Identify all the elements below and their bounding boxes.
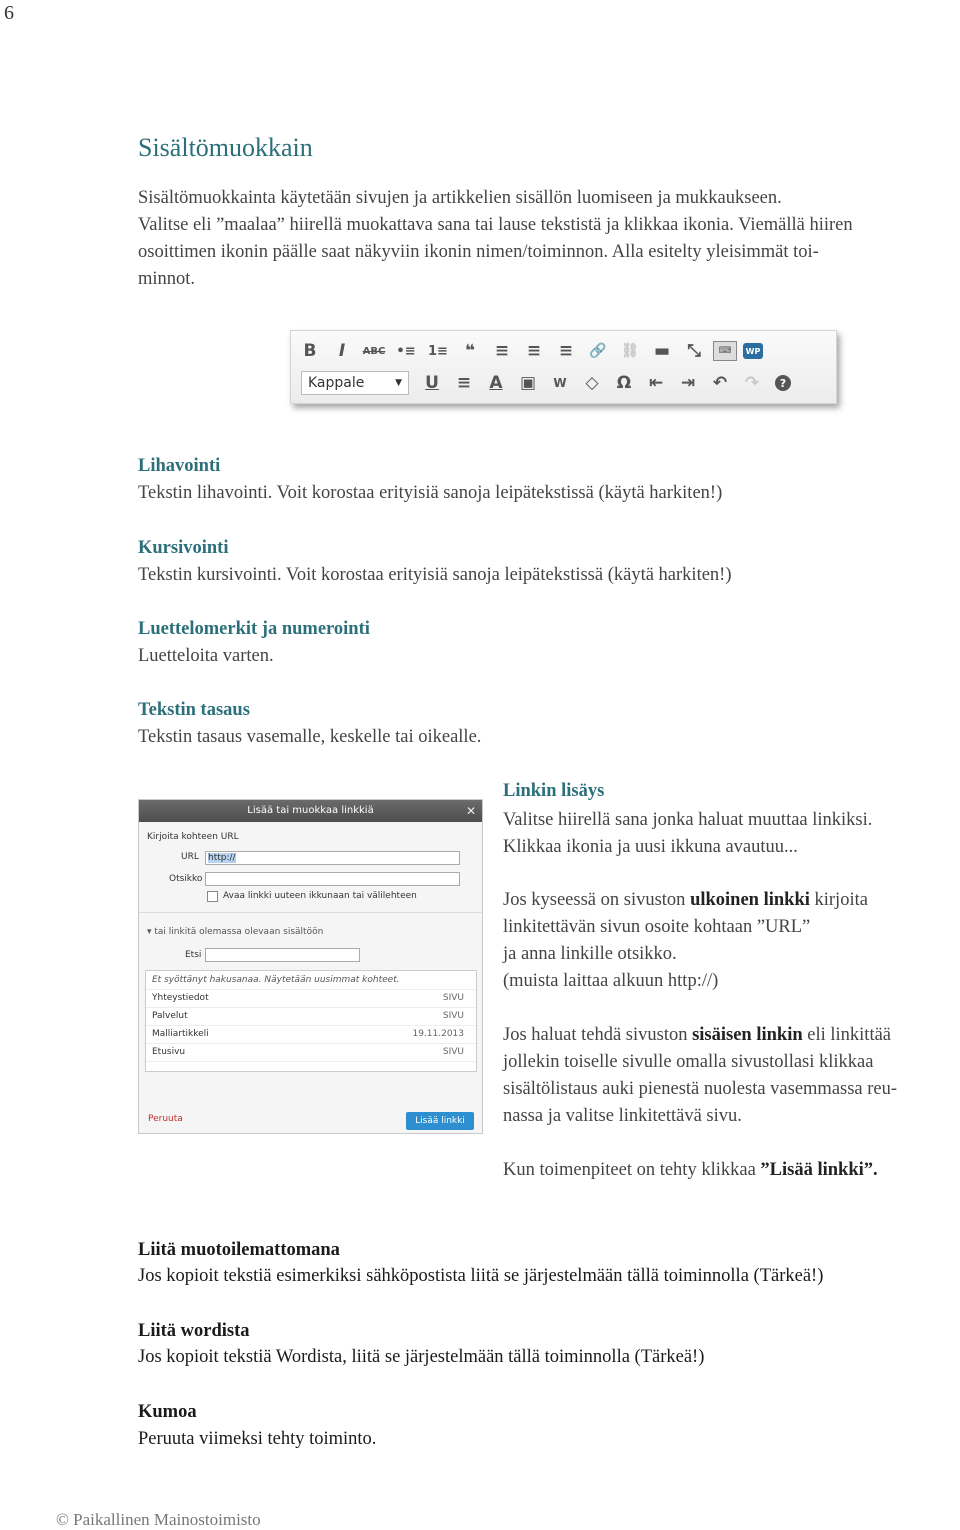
- intro-paragraph: [138, 185, 853, 293]
- block-text: Peruuta viimeksi tehty toiminto.: [138, 1429, 377, 1449]
- list-item-name: Malliartikkeli: [152, 1029, 209, 1039]
- link-paragraph-2: [503, 887, 868, 995]
- underline-icon[interactable]: U: [425, 373, 439, 393]
- new-window-label: Avaa linkki uuteen ikkunaan tai välilehteen: [223, 891, 417, 901]
- numbered-list-icon[interactable]: 1≡: [428, 343, 448, 359]
- section-heading: Lihavointi: [138, 456, 221, 476]
- bold-icon[interactable]: B: [303, 341, 317, 361]
- section-text: Tekstin tasaus vasemalle, keskelle tai oikealle.: [138, 727, 482, 747]
- emphasis: ”Lisää linkki”.: [760, 1160, 878, 1180]
- block-text: Jos kopioit tekstiä Wordista, liitä se järjestelmään tällä toiminnolla (Tärkeä!): [138, 1347, 705, 1367]
- format-select-value: Kappale: [308, 375, 365, 391]
- link-paragraph-4: [503, 1157, 878, 1184]
- blockquote-icon[interactable]: ❝: [465, 341, 475, 361]
- text-span: eli linkittää: [802, 1025, 892, 1045]
- text-line: linkitettävän sivun osoite kohtaan ”URL”: [503, 917, 811, 937]
- unlink-icon[interactable]: ⛓: [621, 343, 639, 359]
- link-dialog: [138, 799, 483, 1134]
- text-line: jollekin toiselle sivulle omalla sivustollasi klikkaa: [503, 1052, 874, 1072]
- new-window-checkbox[interactable]: [207, 891, 218, 902]
- redo-icon[interactable]: ↷: [744, 373, 760, 393]
- section-text: Tekstin kursivointi. Voit korostaa erityisiä sanoja leipätekstissä (käytä harkiten!): [138, 565, 732, 585]
- kitchen-sink-icon[interactable]: ⌨: [713, 341, 737, 361]
- emphasis: sisäisen linkin: [692, 1025, 803, 1045]
- list-item[interactable]: [146, 1043, 476, 1062]
- link-section-heading: Linkin lisäys: [503, 781, 605, 801]
- divider: [139, 912, 482, 913]
- list-item-info: SIVU: [442, 993, 464, 1003]
- italic-icon[interactable]: I: [338, 341, 346, 361]
- fullscreen-icon[interactable]: ⤡: [687, 341, 701, 361]
- text-span: Jos haluat tehdä sivuston: [503, 1025, 693, 1045]
- url-value: http://: [208, 853, 236, 863]
- emphasis: ulkoinen linkki: [690, 890, 810, 910]
- dialog-title-text: Lisää tai muokkaa linkkiä: [247, 805, 374, 816]
- existing-content-toggle[interactable]: ▾ tai linkitä olemassa olevaan sisältöön: [147, 927, 324, 937]
- block-heading: Liitä wordista: [138, 1321, 250, 1341]
- section-heading: Luettelomerkit ja numerointi: [138, 619, 370, 639]
- special-character-icon[interactable]: Ω: [616, 373, 632, 393]
- link-paragraph-3: [503, 1022, 897, 1130]
- format-select[interactable]: [301, 371, 409, 395]
- bullet-list-icon[interactable]: •≡: [396, 343, 416, 359]
- text-line: (muista laittaa alkuun http://): [503, 971, 719, 991]
- strikethrough-icon[interactable]: ABC: [362, 345, 386, 357]
- text-line: sisältölistaus auki pienestä nuolesta vasemmassa reu-: [503, 1079, 898, 1099]
- cancel-link[interactable]: Peruuta: [148, 1114, 183, 1124]
- list-item-info: 19.11.2013: [412, 1029, 464, 1039]
- block-heading: Liitä muotoilemattomana: [138, 1240, 340, 1260]
- intro-line: Valitse eli ”maalaa” hiirellä muokattava sana tai lause tekstistä ja klikkaa ikonia. Viemällä hiiren: [138, 215, 853, 235]
- text-span: Kun toimenpiteet on tehty klikkaa: [503, 1160, 761, 1180]
- text-color-icon[interactable]: A: [489, 373, 503, 393]
- editor-toolbar: [290, 330, 837, 404]
- block-text: Jos kopioit tekstiä esimerkiksi sähköpostista liitä se järjestelmään tällä toiminnolla (Tärkeä!): [138, 1266, 824, 1286]
- paste-word-icon[interactable]: W: [553, 376, 567, 390]
- url-input[interactable]: [205, 851, 460, 865]
- align-center-icon[interactable]: ≡: [526, 341, 542, 361]
- text-line: ja anna linkille otsikko.: [503, 944, 677, 964]
- list-item[interactable]: [146, 989, 476, 1008]
- align-right-icon[interactable]: ≡: [558, 341, 574, 361]
- outdent-icon[interactable]: ⇤: [648, 373, 664, 393]
- toolbar-row-2: [297, 368, 797, 398]
- link-paragraph-1: [503, 807, 872, 861]
- url-label: URL: [181, 852, 199, 862]
- justify-icon[interactable]: ≡: [456, 373, 472, 393]
- clear-formatting-icon[interactable]: ◇: [585, 373, 599, 393]
- list-item-name: Yhteystiedot: [152, 993, 209, 1003]
- list-item[interactable]: [146, 1007, 476, 1026]
- section-text: Tekstin lihavointi. Voit korostaa erityisiä sanoja leipätekstissä (käytä harkiten!): [138, 483, 723, 503]
- list-item[interactable]: [146, 1025, 476, 1044]
- dialog-title: [139, 800, 482, 822]
- link-icon[interactable]: 🔗: [589, 343, 607, 359]
- add-link-button[interactable]: Lisää linkki: [406, 1112, 474, 1130]
- intro-line: minnot.: [138, 269, 196, 289]
- wordpress-icon[interactable]: WP: [743, 343, 763, 359]
- content-list: [145, 970, 477, 1072]
- url-section-label: Kirjoita kohteen URL: [147, 832, 239, 842]
- block-heading: Kumoa: [138, 1402, 197, 1422]
- list-notice-text: Et syöttänyt hakusanaa. Näytetään uusimmat kohteet.: [152, 975, 400, 985]
- list-item-info: SIVU: [442, 1011, 464, 1021]
- text-span: kirjoita: [809, 890, 868, 910]
- intro-line: osoittimen ikonin päälle saat näkyviin ikonin nimen/toiminnon. Alla esitelty yleisimmät toi-: [138, 242, 819, 262]
- title-label: Otsikko: [169, 874, 203, 884]
- text-line: Klikkaa ikonia ja uusi ikkuna avautuu...: [503, 837, 798, 857]
- toolbar-row-1: [297, 336, 769, 366]
- search-input[interactable]: [205, 948, 360, 962]
- page-number: 6: [4, 2, 14, 24]
- list-item-info: SIVU: [442, 1047, 464, 1057]
- section-heading: Tekstin tasaus: [138, 700, 250, 720]
- align-left-icon[interactable]: ≡: [494, 341, 510, 361]
- section-text: Luetteloita varten.: [138, 646, 274, 666]
- text-line: [503, 887, 868, 914]
- section-heading: Kursivointi: [138, 538, 229, 558]
- footer-copyright: © Paikallinen Mainostoimisto: [56, 1510, 261, 1529]
- page-title: Sisältömuokkain: [138, 133, 313, 162]
- close-icon[interactable]: ✕: [465, 804, 476, 818]
- text-line: Valitse hiirellä sana jonka haluat muuttaa linkiksi.: [503, 810, 873, 830]
- paste-text-icon[interactable]: ▣: [519, 373, 537, 393]
- title-input[interactable]: [205, 872, 460, 886]
- list-item-name: Etusivu: [152, 1047, 186, 1057]
- text-span: Jos kyseessä on sivuston: [503, 890, 691, 910]
- help-icon[interactable]: ?: [775, 375, 791, 391]
- text-line: [503, 1022, 897, 1049]
- indent-icon[interactable]: ⇥: [680, 373, 696, 393]
- chevron-down-icon: ▼: [395, 378, 402, 388]
- list-notice: [146, 971, 476, 990]
- undo-icon[interactable]: ↶: [712, 373, 728, 393]
- search-label: Etsi: [185, 950, 202, 960]
- text-line: nassa ja valitse linkitettävä sivu.: [503, 1106, 742, 1126]
- intro-line: Sisältömuokkainta käytetään sivujen ja artikkelien sisällön luomiseen ja mukkaukseen.: [138, 188, 782, 208]
- more-tag-icon[interactable]: ▬: [653, 341, 671, 361]
- list-item-name: Palvelut: [152, 1011, 188, 1021]
